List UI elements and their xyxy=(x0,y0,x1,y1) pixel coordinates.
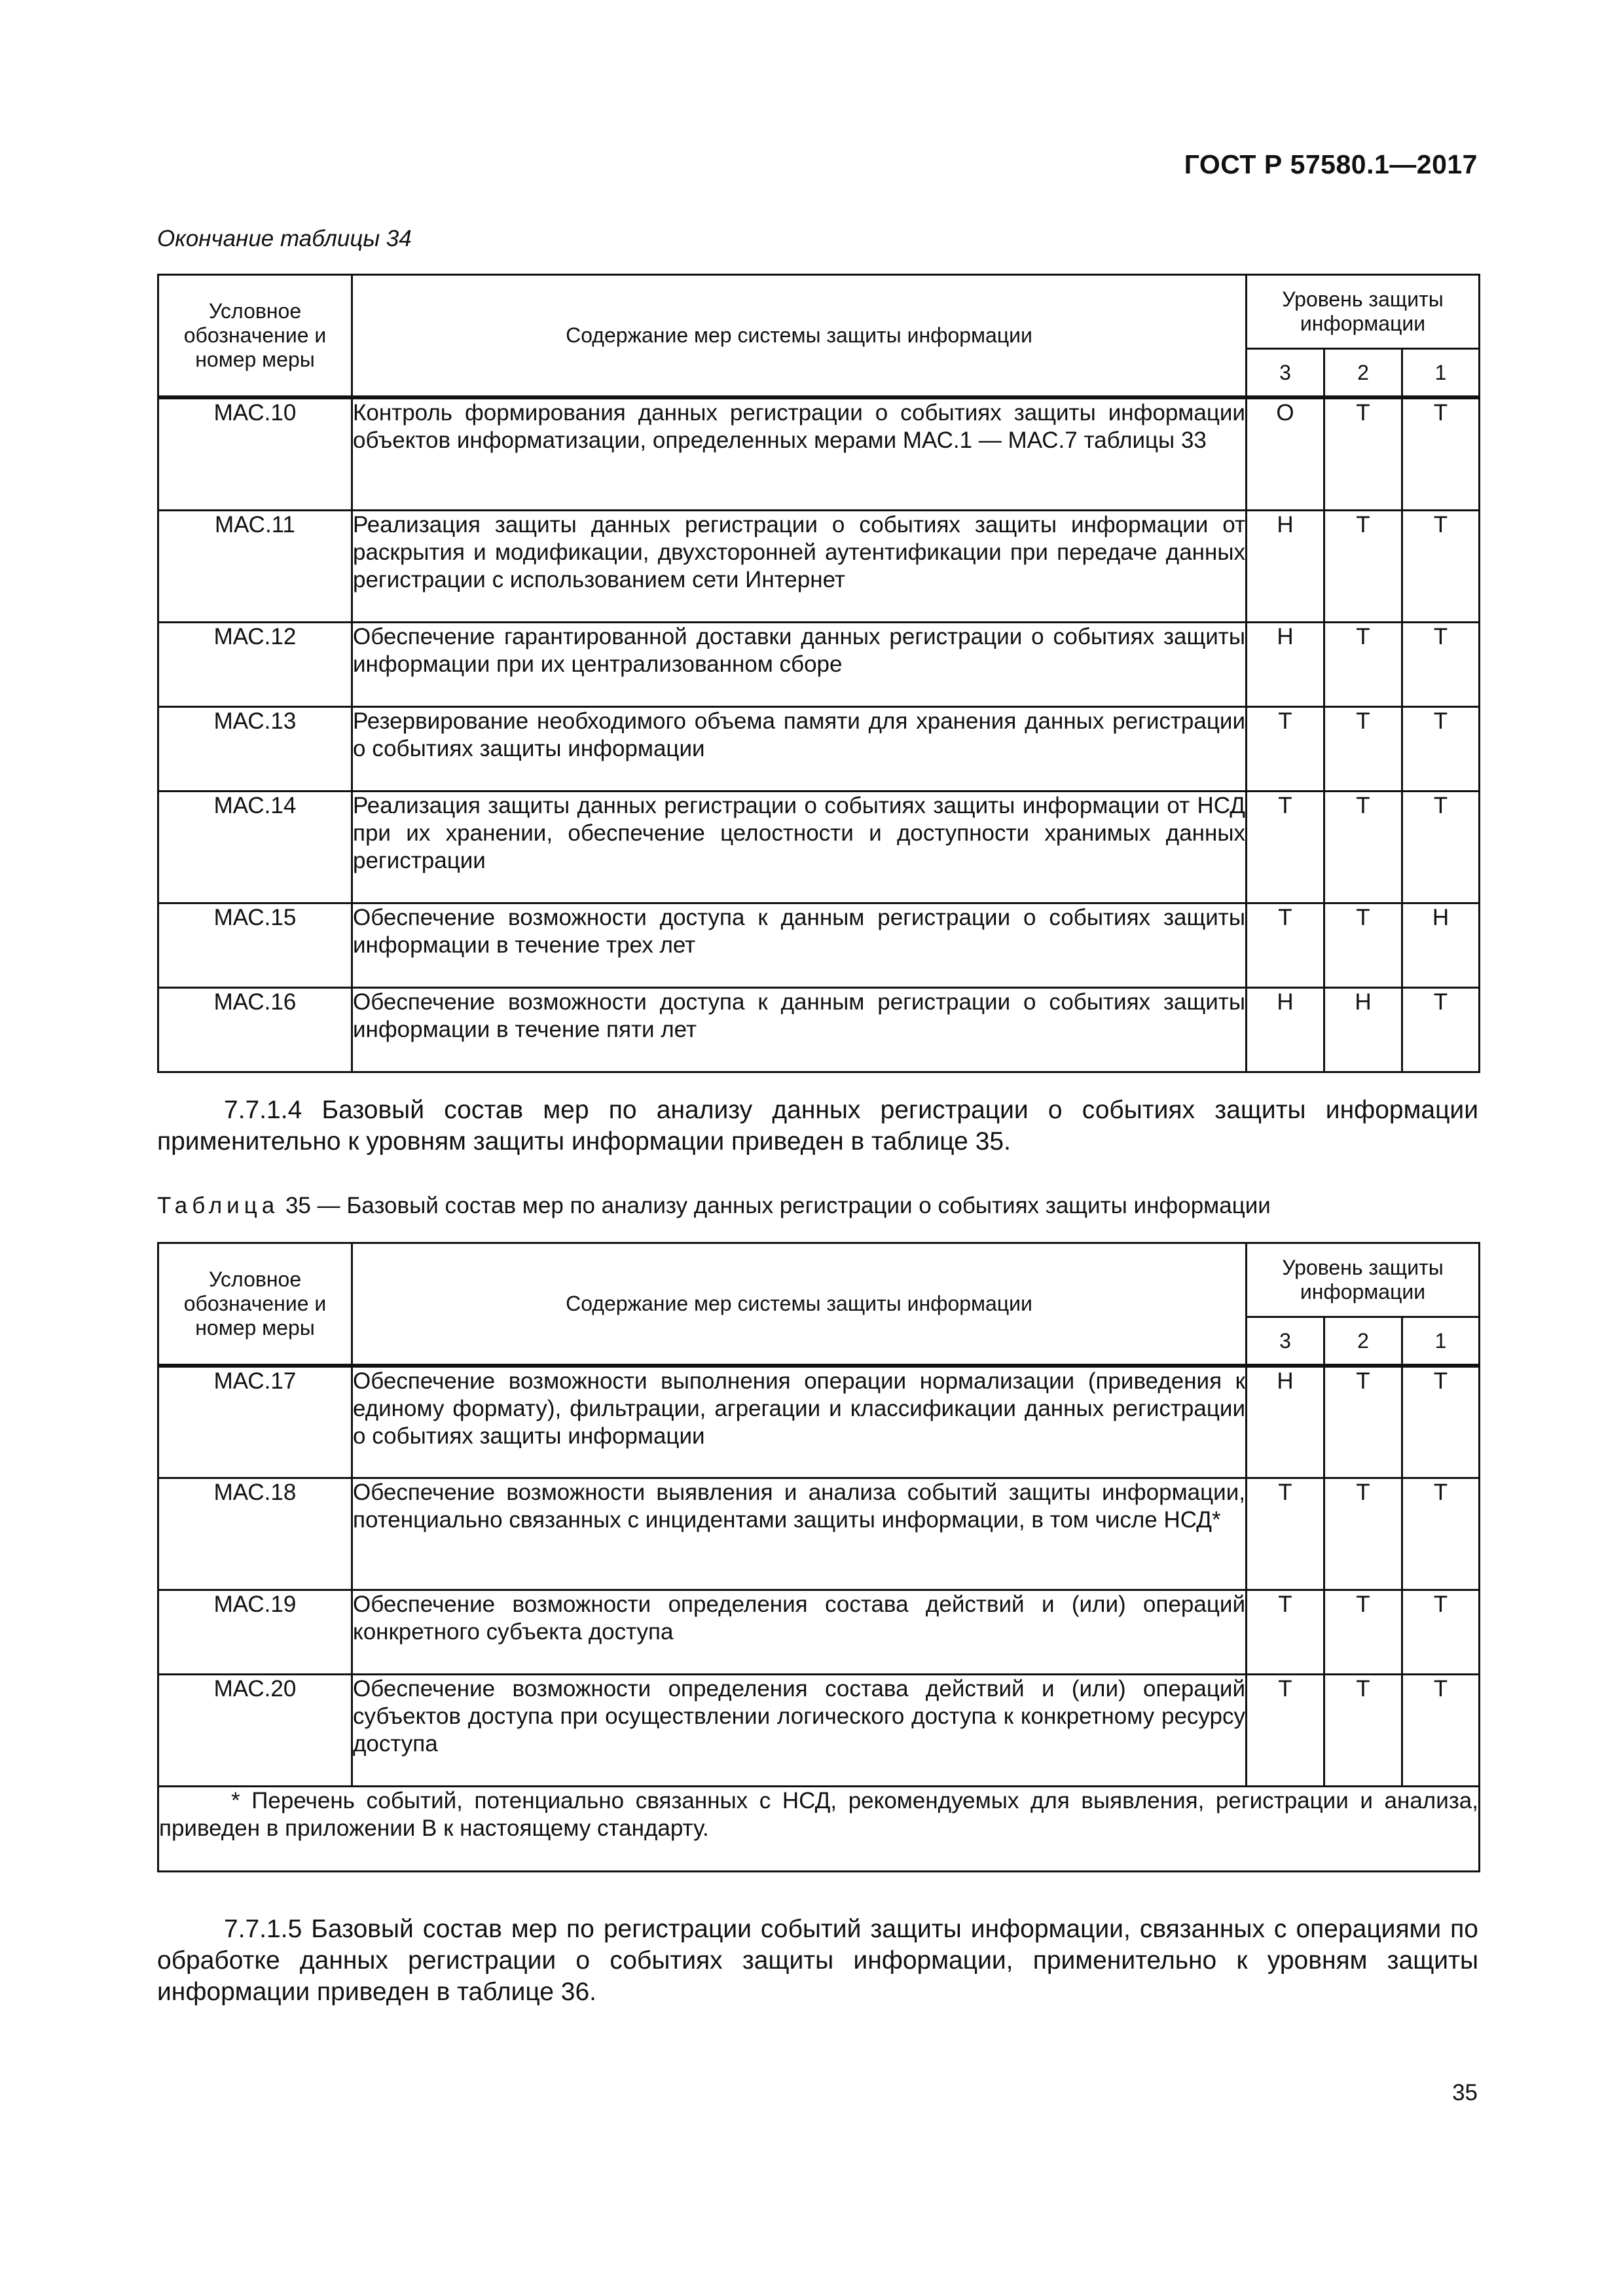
measure-code: МАС.16 xyxy=(158,987,352,1072)
measure-content: Контроль формирования данных регистрации о событиях защиты информации объектов информатизации, определенных мерами МАС.1 — МАС.7 таблицы 33 xyxy=(352,397,1247,510)
paragraph-7-7-1-4: 7.7.1.4 Базовый состав мер по анализу данных регистрации о событиях защиты информации применительно к уровням защиты информации приведен в таблице 35. xyxy=(157,1096,1478,1156)
level-3-value: Н xyxy=(1247,1366,1324,1478)
header-level-2: 2 xyxy=(1324,349,1402,398)
page-number: 35 xyxy=(1452,2080,1478,2105)
level-2-value: Т xyxy=(1324,1590,1402,1674)
level-2-value: Т xyxy=(1324,1478,1402,1590)
measure-content: Обеспечение возможности определения состава действий и (или) операций субъектов доступа при осуществлении логического доступа к конкретному ресурсу доступа xyxy=(352,1674,1247,1786)
measure-content: Обеспечение возможности доступа к данным регистрации о событиях защиты информации в течение пяти лет xyxy=(352,987,1247,1072)
level-3-value: Т xyxy=(1247,1674,1324,1786)
level-1-value: Т xyxy=(1402,622,1480,706)
table-34-continuation-caption: Окончание таблицы 34 xyxy=(157,226,412,251)
level-1-value: Т xyxy=(1402,1590,1480,1674)
table-34 xyxy=(157,274,1480,1073)
measure-code: МАС.11 xyxy=(158,510,352,622)
level-1-value: Т xyxy=(1402,706,1480,791)
level-3-value: Н xyxy=(1247,622,1324,706)
measure-content: Обеспечение возможности доступа к данным регистрации о событиях защиты информации в течение трех лет xyxy=(352,903,1247,987)
table-footnote-row xyxy=(158,1786,1480,1871)
paragraph-7-7-1-5: 7.7.1.5 Базовый состав мер по регистрации событий защиты информации, связанных с операциями по обработке данных регистрации о событиях защиты информации, применительно к уровням защиты информации приведен в таблице 36. xyxy=(157,1915,1478,2006)
table-row xyxy=(158,903,1480,987)
level-2-value: Т xyxy=(1324,706,1402,791)
level-2-value: Т xyxy=(1324,397,1402,510)
measure-content: Обеспечение возможности выполнения операции нормализации (приведения к единому формату), фильтрации, агрегации и классификации данных регистрации о событиях защиты информации xyxy=(352,1366,1247,1478)
level-1-value: Н xyxy=(1402,903,1480,987)
measure-content: Обеспечение возможности определения состава действий и (или) операций конкретного субъекта доступа xyxy=(352,1590,1247,1674)
measure-code: МАС.12 xyxy=(158,622,352,706)
level-2-value: Н xyxy=(1324,987,1402,1072)
level-3-value: Н xyxy=(1247,510,1324,622)
table-35-caption-title: 35 — Базовый состав мер по анализу данных регистрации о событиях защиты информации xyxy=(279,1193,1271,1218)
table-row xyxy=(158,510,1480,622)
header-level-1: 1 xyxy=(1402,349,1480,398)
header-measure-content: Содержание мер системы защиты информации xyxy=(352,275,1247,398)
level-2-value: Т xyxy=(1324,622,1402,706)
table-35-caption xyxy=(157,1193,1271,1219)
measure-code: МАС.18 xyxy=(158,1478,352,1590)
header-level-1: 1 xyxy=(1402,1317,1480,1366)
table-row xyxy=(158,1674,1480,1786)
table-row xyxy=(158,1590,1480,1674)
level-2-value: Т xyxy=(1324,1366,1402,1478)
header-protection-level: Уровень защиты информации xyxy=(1247,1243,1480,1317)
table-footnote: * Перечень событий, потенциально связанных с НСД, рекомендуемых для выявления, регистрации и анализа, приведен в приложении В к настоящему стандарту. xyxy=(158,1786,1480,1871)
level-1-value: Т xyxy=(1402,987,1480,1072)
measure-content: Обеспечение гарантированной доставки данных регистрации о событиях защиты информации при их централизованном сборе xyxy=(352,622,1247,706)
level-3-value: Т xyxy=(1247,1590,1324,1674)
table-row xyxy=(158,397,1480,510)
measure-code: МАС.19 xyxy=(158,1590,352,1674)
header-protection-level: Уровень защиты информации xyxy=(1247,275,1480,349)
level-2-value: Т xyxy=(1324,510,1402,622)
level-2-value: Т xyxy=(1324,791,1402,903)
level-1-value: Т xyxy=(1402,1674,1480,1786)
level-2-value: Т xyxy=(1324,903,1402,987)
level-1-value: Т xyxy=(1402,1366,1480,1478)
level-3-value: Т xyxy=(1247,791,1324,903)
header-measure-content: Содержание мер системы защиты информации xyxy=(352,1243,1247,1366)
measure-code: МАС.13 xyxy=(158,706,352,791)
level-3-value: Т xyxy=(1247,1478,1324,1590)
table-row xyxy=(158,622,1480,706)
level-3-value: О xyxy=(1247,397,1324,510)
level-1-value: Т xyxy=(1402,791,1480,903)
measure-content: Реализация защиты данных регистрации о событиях защиты информации от НСД при их хранении, обеспечение целостности и доступности хранимых данных регистрации xyxy=(352,791,1247,903)
level-2-value: Т xyxy=(1324,1674,1402,1786)
table-35-caption-word: Таблица xyxy=(157,1193,280,1218)
measure-content: Реализация защиты данных регистрации о событиях защиты информации от раскрытия и модификации, двухсторонней аутентификации при передаче данных регистрации с использованием сети Интернет xyxy=(352,510,1247,622)
measure-code: МАС.15 xyxy=(158,903,352,987)
table-row xyxy=(158,1478,1480,1590)
table-35 xyxy=(157,1242,1480,1872)
measure-code: МАС.17 xyxy=(158,1366,352,1478)
header-level-3: 3 xyxy=(1247,349,1324,398)
measure-content: Резервирование необходимого объема памяти для хранения данных регистрации о событиях защиты информации xyxy=(352,706,1247,791)
measure-content: Обеспечение возможности выявления и анализа событий защиты информации, потенциально связанных с инцидентами защиты информации, в том числе НСД* xyxy=(352,1478,1247,1590)
measure-code: МАС.10 xyxy=(158,397,352,510)
header-level-3: 3 xyxy=(1247,1317,1324,1366)
level-3-value: Т xyxy=(1247,903,1324,987)
level-3-value: Н xyxy=(1247,987,1324,1072)
table-row xyxy=(158,987,1480,1072)
measure-code: МАС.20 xyxy=(158,1674,352,1786)
table-row xyxy=(158,791,1480,903)
level-3-value: Т xyxy=(1247,706,1324,791)
header-measure-code: Условное обозначение и номер меры xyxy=(158,1243,352,1366)
level-1-value: Т xyxy=(1402,1478,1480,1590)
level-1-value: Т xyxy=(1402,510,1480,622)
table-row xyxy=(158,1366,1480,1478)
table-row xyxy=(158,706,1480,791)
level-1-value: Т xyxy=(1402,397,1480,510)
standard-code: ГОСТ Р 57580.1—2017 xyxy=(1184,149,1478,179)
header-measure-code: Условное обозначение и номер меры xyxy=(158,275,352,398)
header-level-2: 2 xyxy=(1324,1317,1402,1366)
measure-code: МАС.14 xyxy=(158,791,352,903)
